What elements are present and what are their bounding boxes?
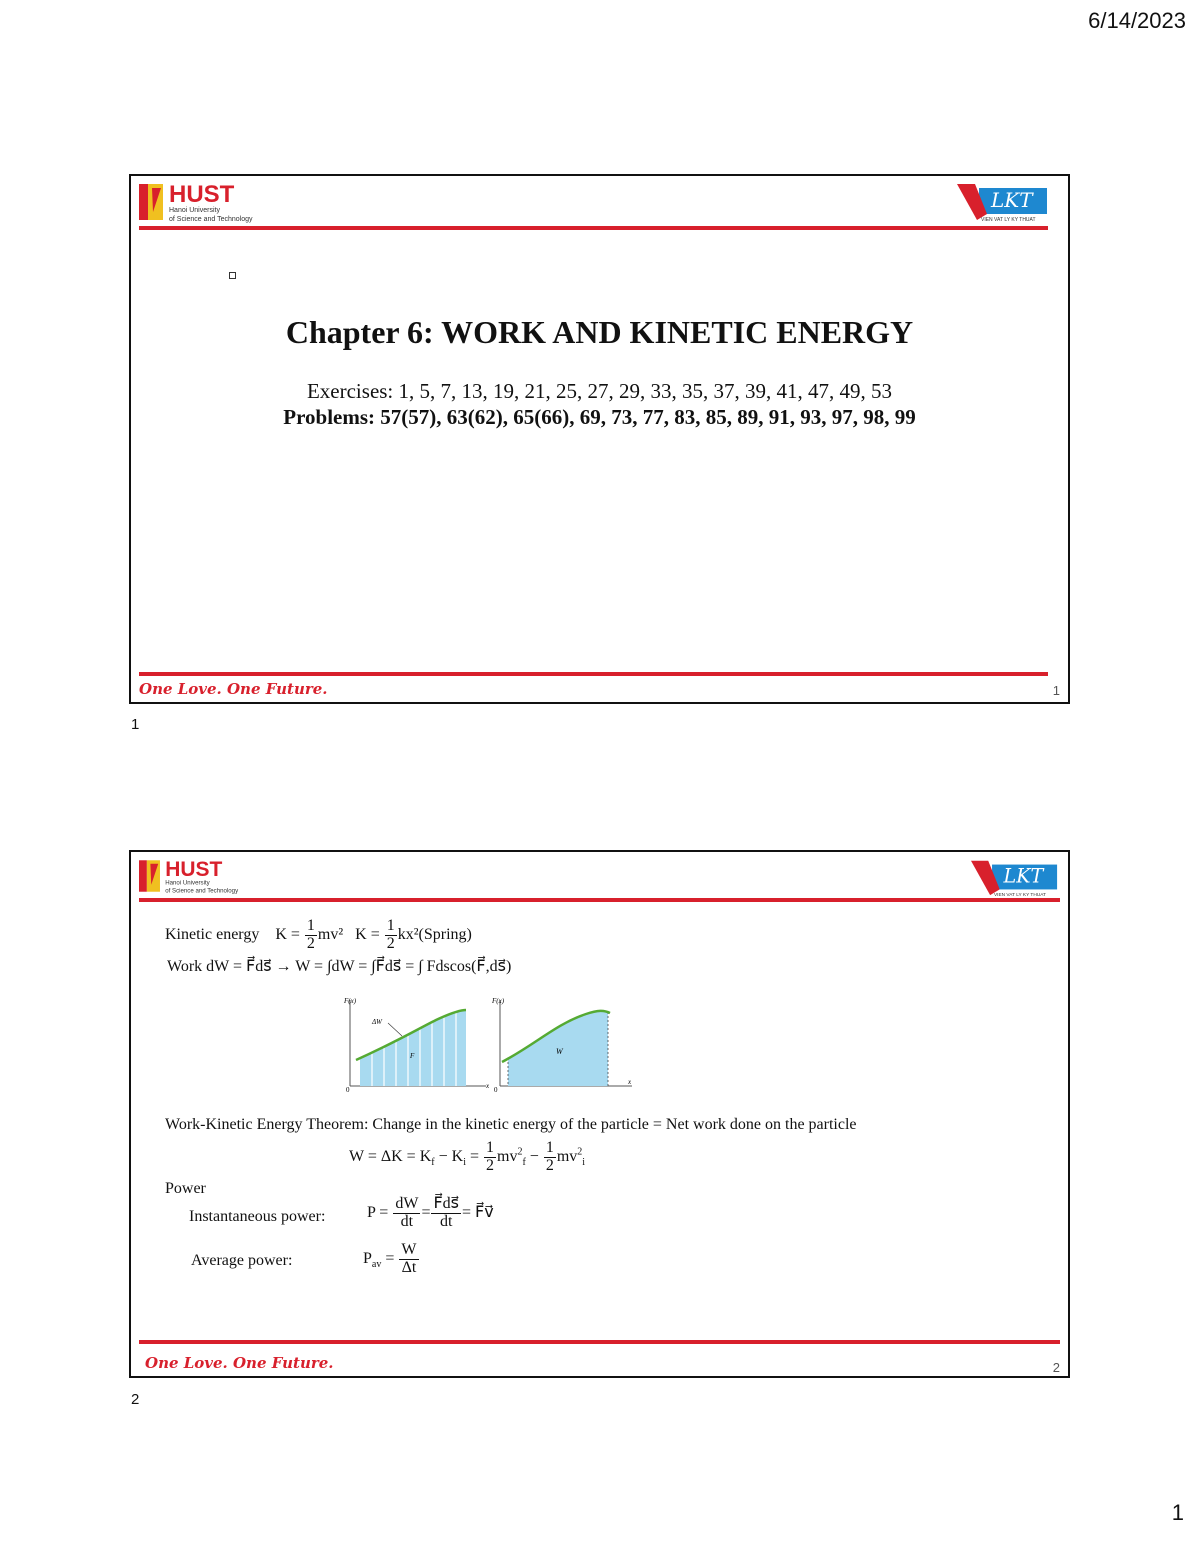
exercises-line: Exercises: 1, 5, 7, 13, 19, 21, 25, 27, 29, 33, 35, 37, 39, 41, 47, 49, 53 [306, 379, 893, 403]
left-graph-f: F [410, 1052, 415, 1060]
work-kinetic-theorem: Work-Kinetic Energy Theorem: Change in the kinetic energy of the particle = Net work done on the particle [165, 1116, 857, 1133]
header-rule [139, 226, 1048, 230]
mv-squared: mv² [317, 925, 344, 943]
svg-text:LKT: LKT [991, 188, 1033, 212]
kinetic-energy-label: Kinetic energy [165, 925, 260, 943]
left-graph-xlabel: x [486, 1082, 490, 1090]
half-fraction: $\frac{1}{2}$ [386, 917, 395, 952]
left-graph-ylabel: F(x) [344, 997, 357, 1005]
right-graph-xlabel: x [628, 1078, 632, 1086]
page-number: 1 [1171, 1500, 1184, 1525]
left-graph-origin: 0 [346, 1086, 350, 1094]
vlkt-logo [957, 180, 1049, 222]
bullet-marker [229, 272, 236, 279]
kx-spring: kx²(Spring) [397, 925, 472, 943]
left-graph-delta-w: ΔW [372, 1018, 382, 1026]
footer-rule [139, 672, 1048, 676]
instantaneous-power-label: Instantaneous power: [189, 1208, 326, 1225]
slogan: One Love. One Future. [139, 680, 328, 698]
work-formula: Work dW = F⃗ds⃗ → W = ∫dW = ∫F⃗ds⃗ = ∫ Fdscos(F⃗,ds⃗) [167, 958, 512, 975]
hust-logo [139, 180, 274, 224]
slide-page-label: 1 [131, 716, 140, 733]
header-rule [139, 898, 1060, 902]
svg-text:of Science and Technology: of Science and Technology [169, 216, 253, 223]
slide-1 [129, 174, 1070, 704]
slide-number: 2 [1052, 1360, 1060, 1375]
svg-text:Hanoi University: Hanoi University [165, 879, 210, 887]
instantaneous-power-formula: P = $\frac{dW}{dt}$ = $\frac{F⃗ds⃗}{dt}$ = F⃗v⃗ [367, 1195, 494, 1230]
slide-page-label: 2 [131, 1391, 140, 1408]
vlkt-logo [971, 856, 1059, 898]
svg-text:HUST: HUST [165, 858, 223, 881]
theorem-equation: $W = \Delta K = K_f - K_i$ = $\frac{1}{2}$ $mv^2_f$ − $\frac{1}{2}$ $mv^2_i$ [349, 1139, 586, 1174]
half-fraction: $\frac{1}{2}$ [306, 917, 315, 952]
svg-text:VIEN VAT LY KY THUAT: VIEN VAT LY KY THUAT [981, 217, 1036, 222]
power-label: Power [165, 1180, 206, 1197]
footer-rule [139, 1340, 1060, 1344]
average-power-label: Average power: [191, 1252, 293, 1269]
average-power-formula: $P_{av}$ = $\frac{W}{\Delta t}$ [363, 1241, 417, 1276]
svg-text:HUST: HUST [169, 181, 235, 208]
right-graph-origin: 0 [494, 1086, 498, 1094]
work-area-graphs [336, 994, 636, 1104]
right-graph-ylabel: F(x) [492, 997, 505, 1005]
hust-logo [139, 856, 257, 896]
page-date: 6/14/2023 [1088, 8, 1186, 33]
problems-line: Problems: 57(57), 63(62), 65(66), 69, 73, 77, 83, 85, 89, 91, 93, 97, 98, 99 [283, 405, 916, 429]
svg-text:Hanoi University: Hanoi University [169, 207, 220, 214]
slogan: One Love. One Future. [145, 1354, 334, 1372]
svg-text:LKT: LKT [1003, 864, 1044, 888]
kinetic-energy-formula [165, 918, 472, 953]
chapter-title: Chapter 6: WORK AND KINETIC ENERGY [285, 314, 914, 350]
svg-text:VIEN VAT LY KY THUAT: VIEN VAT LY KY THUAT [993, 893, 1046, 898]
svg-text:of Science and Technology: of Science and Technology [165, 887, 239, 895]
slide-2 [129, 850, 1070, 1378]
k-equals-spring: K = [355, 925, 380, 943]
k-equals: K = [275, 925, 300, 943]
slide-number: 1 [1052, 683, 1060, 698]
right-graph-w: W [556, 1047, 563, 1056]
